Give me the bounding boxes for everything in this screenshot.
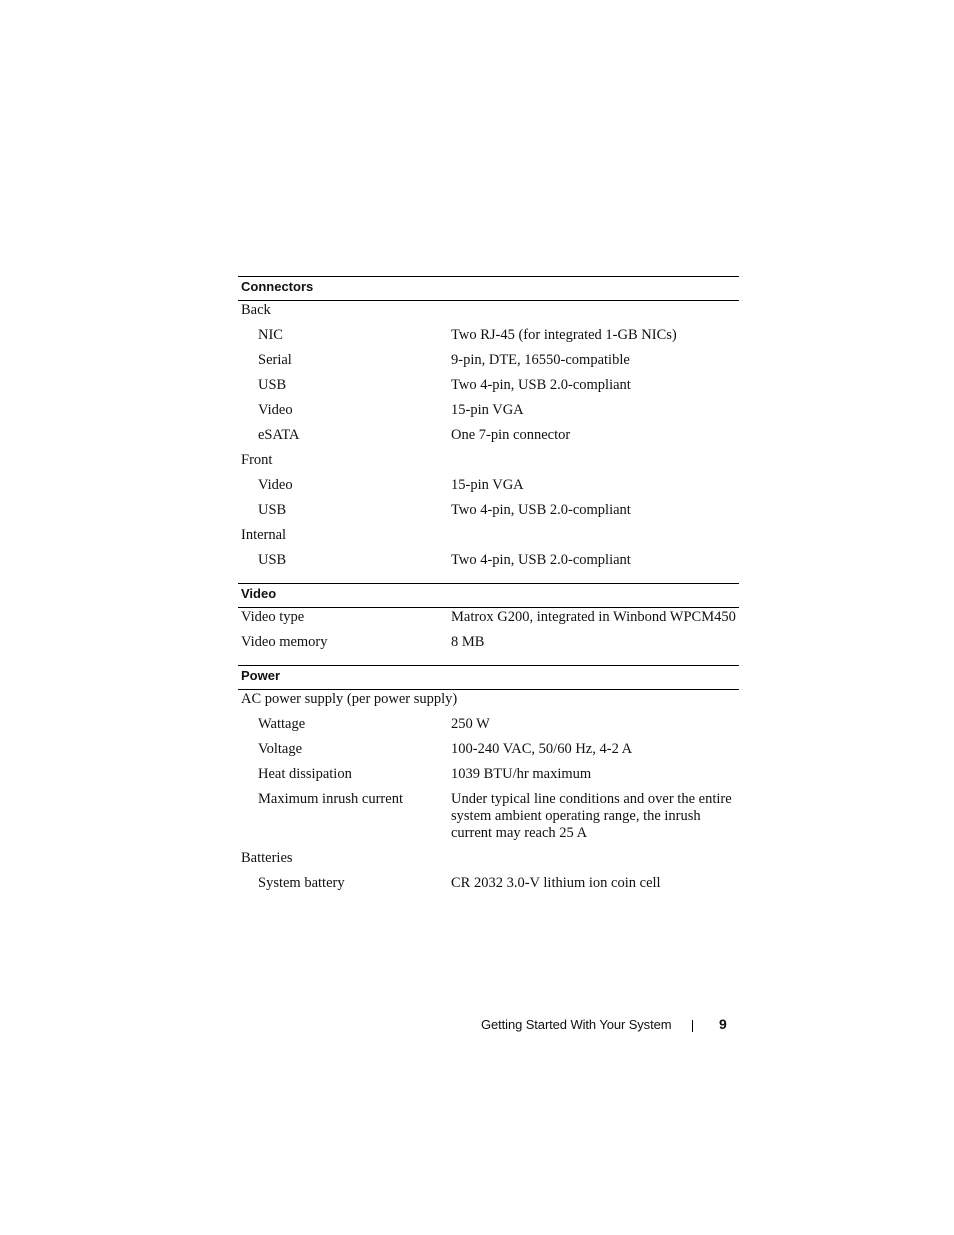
spec-value: 15-pin VGA (451, 477, 524, 493)
group-label: Back (241, 302, 271, 318)
spec-row (238, 494, 739, 519)
page-number: 9 (719, 1016, 727, 1032)
spec-value: 1039 BTU/hr maximum (451, 766, 592, 782)
section-rows (238, 301, 739, 583)
group-row (238, 519, 739, 544)
spec-value: 250 W (451, 716, 490, 732)
spec-row (238, 608, 739, 626)
spec-value: Two RJ-45 (for integrated 1-GB NICs) (451, 327, 677, 343)
section-rows (238, 608, 739, 665)
spec-row (238, 469, 739, 494)
group-row (238, 842, 739, 867)
connectors-section (238, 276, 739, 583)
spec-label: Video type (241, 609, 305, 625)
spec-label: Heat dissipation (258, 766, 352, 782)
spec-value: Under typical line conditions and over the entire system ambient operating range, the inrush current may reach 25 A (451, 791, 732, 841)
group-label: AC power supply (per power supply) (241, 691, 458, 707)
spec-value: One 7-pin connector (451, 427, 571, 443)
spec-label: USB (258, 377, 287, 393)
group-row (238, 690, 739, 708)
spec-value: Two 4-pin, USB 2.0-compliant (451, 377, 631, 393)
group-row (238, 301, 739, 319)
spec-row (238, 394, 739, 419)
video-section (238, 583, 739, 665)
spec-value: CR 2032 3.0-V lithium ion coin cell (451, 875, 661, 891)
spec-row (238, 344, 739, 369)
footer-title: Getting Started With Your System (481, 1017, 672, 1032)
spec-label: Video memory (241, 634, 328, 650)
spec-label: NIC (258, 327, 283, 343)
section-heading: Connectors (238, 277, 739, 301)
spec-row (238, 369, 739, 394)
spec-label: eSATA (258, 427, 300, 443)
spec-row (238, 708, 739, 733)
group-label: Batteries (241, 850, 293, 866)
spec-table (238, 276, 739, 906)
spec-row (238, 626, 739, 651)
spec-label: Wattage (258, 716, 306, 732)
spec-label: USB (258, 552, 287, 568)
power-section (238, 665, 739, 906)
section-heading: Video (238, 584, 739, 608)
spec-value: Matrox G200, integrated in Winbond WPCM450 (451, 609, 736, 625)
group-row (238, 444, 739, 469)
spec-label: System battery (258, 875, 345, 891)
section-rows (238, 690, 739, 906)
spec-row (238, 419, 739, 444)
spec-value: 9-pin, DTE, 16550-compatible (451, 352, 630, 368)
spec-value: Two 4-pin, USB 2.0-compliant (451, 502, 631, 518)
spec-value: 100-240 VAC, 50/60 Hz, 4-2 A (451, 741, 633, 757)
page-footer (0, 1015, 954, 1035)
spec-row (238, 758, 739, 783)
spec-label: USB (258, 502, 287, 518)
group-label: Internal (241, 527, 287, 543)
group-label: Front (241, 452, 273, 468)
spec-row (238, 733, 739, 758)
spec-row (238, 867, 739, 892)
spec-value: Two 4-pin, USB 2.0-compliant (451, 552, 631, 568)
spec-value: 15-pin VGA (451, 402, 524, 418)
spec-label: Video (258, 477, 293, 493)
section-heading: Power (238, 666, 739, 690)
spec-label: Video (258, 402, 293, 418)
spec-label: Serial (258, 352, 292, 368)
spec-label: Voltage (258, 741, 303, 757)
spec-row (238, 319, 739, 344)
spec-label: Maximum inrush current (258, 791, 403, 807)
spec-value: 8 MB (451, 634, 485, 650)
footer-divider (692, 1020, 693, 1032)
spec-row (238, 783, 739, 842)
spec-row (238, 544, 739, 569)
